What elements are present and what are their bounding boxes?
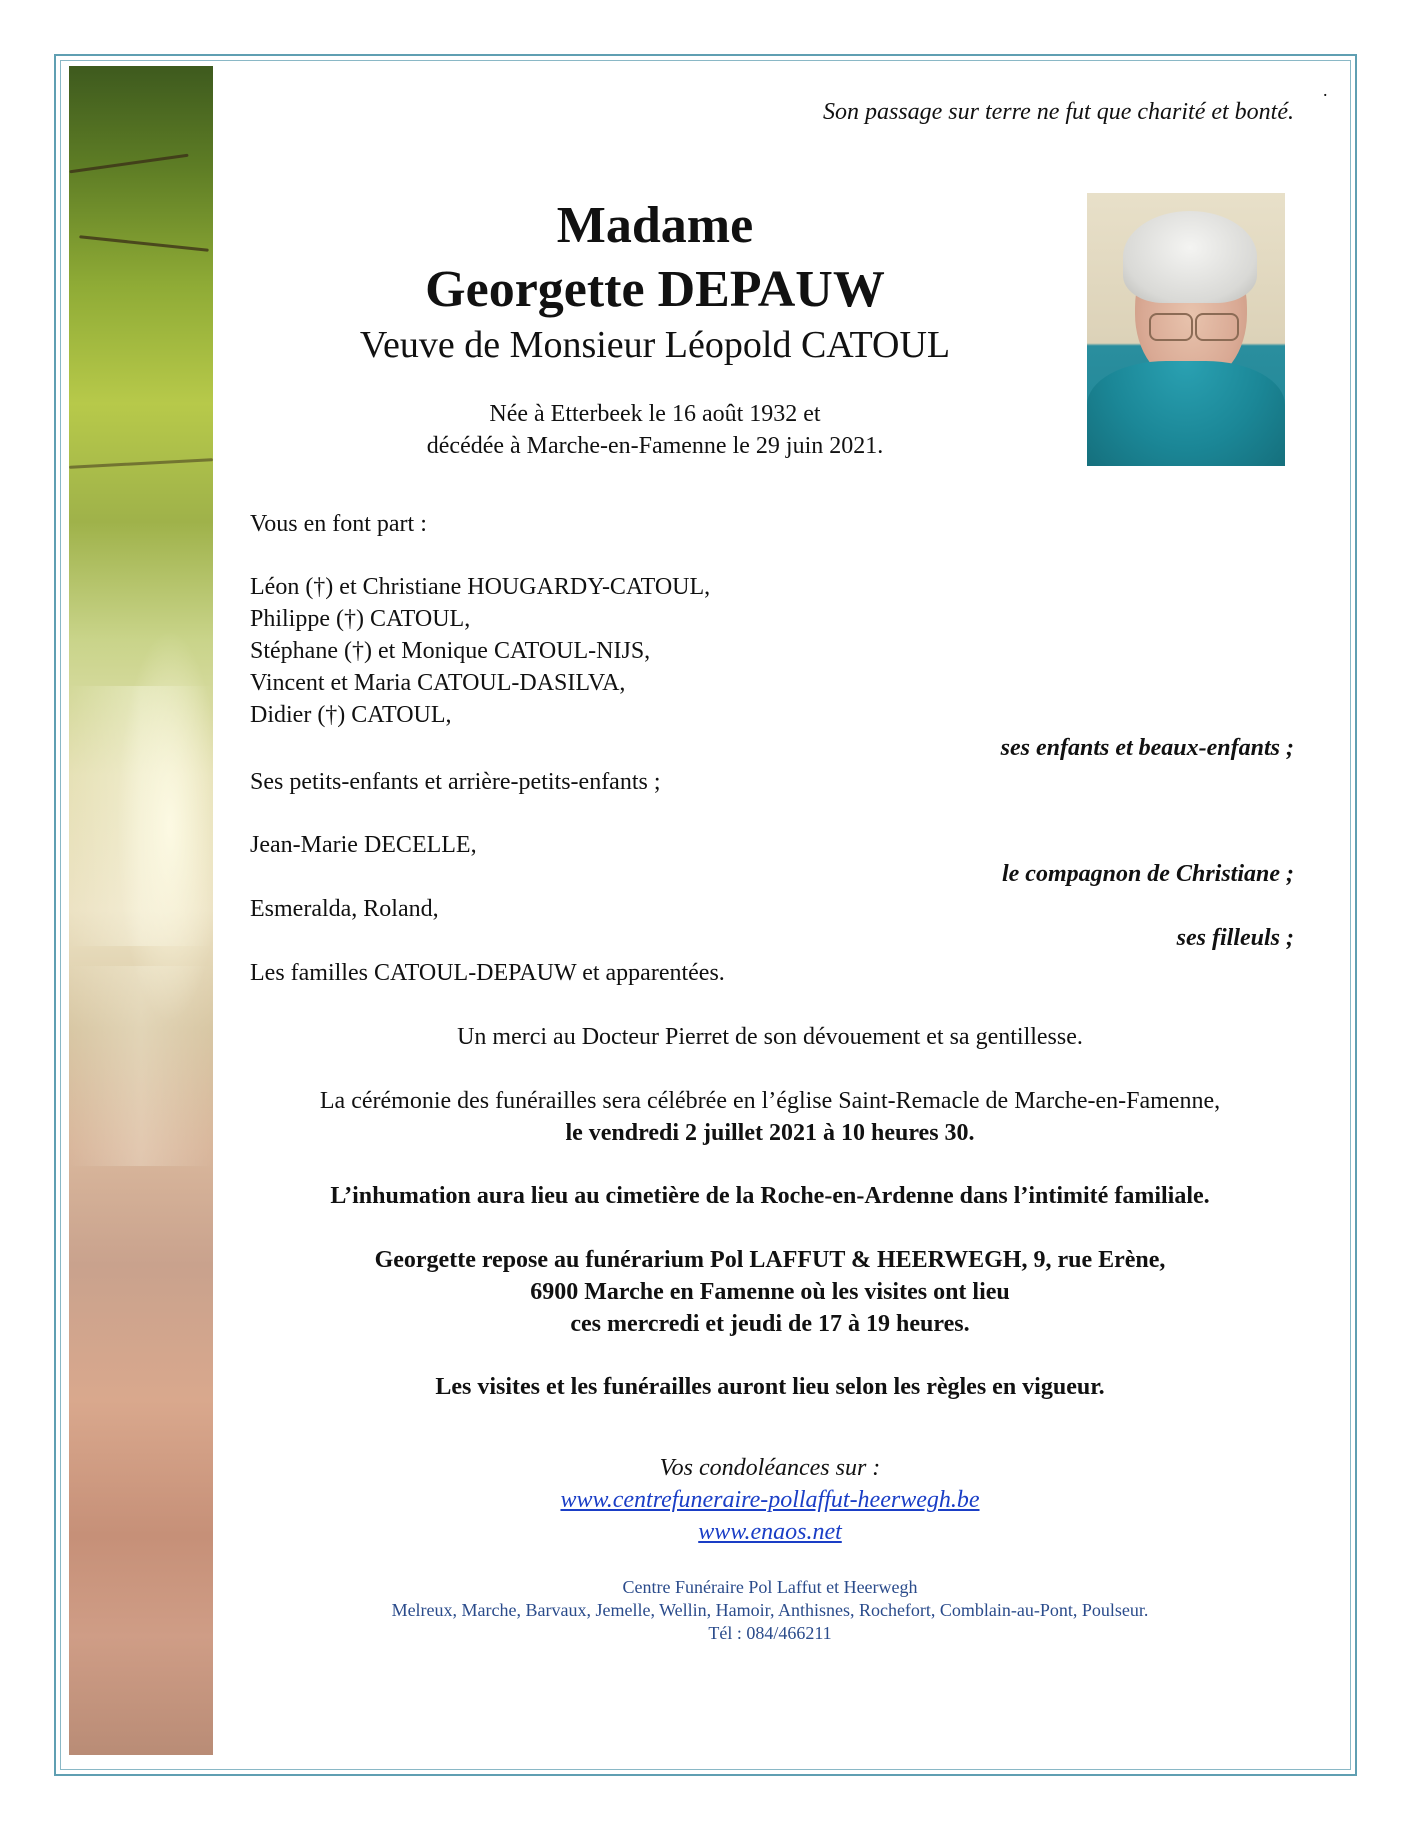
death-line: décédée à Marche-en-Famenne le 29 juin 2021. (426, 433, 884, 459)
godchildren-names: Esmeralda, Roland, (250, 896, 439, 922)
portrait-photo (1087, 193, 1285, 466)
condolences-label: Vos condoléances sur : (659, 1455, 881, 1481)
thanks-line: Un merci au Docteur Pierret de son dévouement et sa gentillesse. (457, 1024, 1083, 1050)
forest-path-side-image (69, 66, 213, 1755)
list-item: Léon (†) et Christiane HOUGARDY-CATOUL, (250, 574, 711, 600)
portrait-glasses-right (1195, 313, 1239, 341)
portrait-glasses-left (1149, 313, 1193, 341)
life-dates (310, 398, 1000, 462)
widow-of-line: Veuve de Monsieur Léopold CATOUL (359, 324, 951, 366)
companion-role: le compagnon de Christiane ; (1001, 861, 1294, 887)
list-item: Vincent et Maria CATOUL-DASILVA, (250, 670, 626, 696)
funeral-home-footer (250, 1576, 1290, 1645)
ceremony-date: le vendredi 2 juillet 2021 à 10 heures 30. (565, 1120, 975, 1146)
rest-line-1: Georgette repose au funérarium Pol LAFFUT & HEERWEGH, 9, rue Erène, (374, 1247, 1166, 1273)
children-list (250, 571, 710, 731)
burial-line: L’inhumation aura lieu au cimetière de la Roche-en-Ardenne dans l’intimité familiale. (330, 1183, 1210, 1209)
footer-phone: Tél : 084/466211 (708, 1623, 832, 1643)
rest-line-3: ces mercredi et jeudi de 17 à 19 heures. (570, 1311, 970, 1337)
portrait-hair (1123, 211, 1257, 303)
list-item: Didier (†) CATOUL, (250, 702, 452, 728)
title-honorific: Madame (556, 197, 754, 254)
enaos-link[interactable]: www.enaos.net (698, 1519, 842, 1545)
families-line: Les familles CATOUL-DEPAUW et apparentées. (250, 960, 725, 986)
birth-line: Née à Etterbeek le 16 août 1932 et (489, 401, 821, 427)
portrait-sweater (1087, 361, 1285, 466)
footer-name: Centre Funéraire Pol Laffut et Heerwegh (622, 1577, 918, 1597)
rest-block (220, 1244, 1320, 1340)
rest-line-2: 6900 Marche en Famenne où les visites ont lieu (530, 1279, 1010, 1305)
announce-intro: Vous en font part : (250, 511, 427, 537)
funeral-home-link[interactable]: www.centrefuneraire-pollaffut-heerwegh.be (560, 1487, 980, 1513)
epigraph: Son passage sur terre ne fut que charité et bonté. (822, 99, 1294, 125)
list-item: Stéphane (†) et Monique CATOUL-NIJS, (250, 638, 651, 664)
children-role: ses enfants et beaux-enfants ; (1000, 735, 1294, 761)
ceremony-place: La cérémonie des funérailles sera célébrée en l’église Saint-Remacle de Marche-en-Famenne, (319, 1088, 1221, 1114)
condolences-block (220, 1452, 1320, 1548)
corner-mark: . (1323, 80, 1328, 100)
rules-line: Les visites et les funérailles auront lieu selon les règles en vigueur. (435, 1374, 1105, 1400)
ceremony-block (220, 1085, 1320, 1149)
grandchildren-line: Ses petits-enfants et arrière-petits-enfants ; (250, 769, 661, 795)
deceased-name: Georgette DEPAUW (425, 261, 885, 318)
godchildren-role: ses filleuls ; (1176, 925, 1294, 951)
companion-name: Jean-Marie DECELLE, (250, 832, 477, 858)
footer-locations: Melreux, Marche, Barvaux, Jemelle, Wellin, Hamoir, Anthisnes, Rochefort, Comblain-au-Pont, Poulseur. (391, 1600, 1149, 1620)
list-item: Philippe (†) CATOUL, (250, 606, 471, 632)
